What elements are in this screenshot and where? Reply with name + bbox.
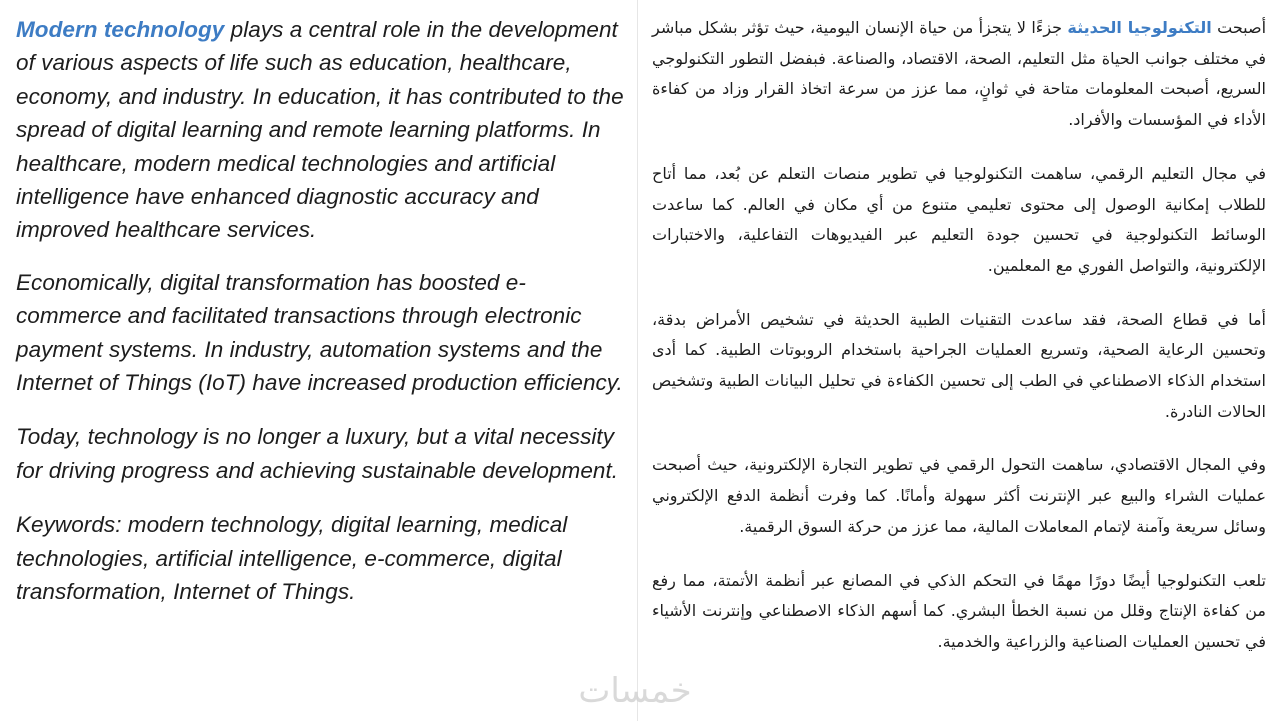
- arabic-paragraph-3: أما في قطاع الصحة، فقد ساعدت التقنيات الطبية الحديثة في تشخيص الأمراض بدقة، وتحسين الرعاية الصحية، وتسريع العمليات الجراحية باستخدام الروبوتات الطبية. كما أدى استخدام الذكاء الاصطناعي في الطب إلى تحسين الكفاءة في تحليل البيانات الطبية وتشخيص الحالات النادرة.: [652, 309, 1266, 421]
- english-keywords-paragraph: Keywords: modern technology, digital learning, medical technologies, artificial intelligence, e-commerce, digital transformation, Internet of Things.: [16, 512, 568, 605]
- english-keyword-highlight: Modern technology: [16, 17, 225, 42]
- english-column: [16, 13, 628, 629]
- arabic-paragraph-5: تلعب التكنولوجيا أيضًا دورًا مهمًا في التحكم الذكي في المصانع عبر أنظمة الأتمتة، مما رفع من كفاءة الإنتاج وقلل من نسبة الخطأ البشري. كما أسهم الذكاء الاصطناعي وإنترنت الأشياء في تحسين العمليات الصناعية والزراعية والخدمية.: [652, 570, 1266, 651]
- arabic-paragraph-1: [652, 13, 1266, 136]
- arabic-paragraph-2: في مجال التعليم الرقمي، ساهمت التكنولوجيا في تطوير منصات التعلم عن بُعد، مما أتاح للطلاب إمكانية الوصول إلى محتوى تعليمي متنوع من أي مكان في العالم. كما ساعدت الوسائط التكنولوجية في تحسين جودة التعليم عبر الفيديوهات التفاعلية، والاختبارات الإلكترونية، والتواصل الفوري مع المعلمين.: [652, 163, 1266, 275]
- arabic-paragraph-1-lead: أصبحت: [1211, 18, 1267, 37]
- english-paragraph-3: Today, technology is no longer a luxury, but a vital necessity for driving progress and achieving sustainable development.: [16, 424, 619, 483]
- khamsat-watermark: خمسات: [578, 671, 692, 711]
- arabic-keyword-highlight: التكنولوجيا الحديثة: [1067, 18, 1212, 37]
- english-paragraph-2: Economically, digital transformation has boosted e-commerce and facilitated transactions through electronic payment systems. In industry, automation systems and the Internet of Things (IoT) have increased production efficiency.: [16, 269, 623, 396]
- arabic-paragraph-4: وفي المجال الاقتصادي، ساهمت التحول الرقمي في تطوير التجارة الإلكترونية، حيث أصبحت عمليات الشراء والبيع عبر الإنترنت أكثر سهولة وأمانًا. كما وفرت أنظمة الدفع الإلكتروني وسائل سريعة وآمنة لإتمام المعاملات المالية، مما عزز من حركة السوق الرقمية.: [652, 455, 1266, 536]
- english-paragraph-1-text: plays a central role in the development of various aspects of life such as education, healthcare, economy, and industry. In education, it has contributed to the spread of digital learning and remote learning platforms. In healthcare, modern medical technologies and artificial intelligence have enhanced diagnostic accuracy and improved healthcare services.: [16, 17, 624, 243]
- column-divider: [637, 0, 638, 721]
- arabic-column: [652, 13, 1266, 681]
- english-paragraph-1: [16, 13, 628, 247]
- arabic-paragraph-1-text: جزءًا لا يتجزأ من حياة الإنسان اليومية، حيث تؤثر بشكل مباشر في مختلف جوانب الحياة مثل التعليم، الصحة، الاقتصاد، والصناعة. فبفضل التطور التكنولوجي السريع، أصبحت المعلومات متاحة في ثوانٍ، مما عزز من سرعة اتخاذ القرار وزاد من كفاءة الأداء في المؤسسات والأفراد.: [652, 18, 1266, 130]
